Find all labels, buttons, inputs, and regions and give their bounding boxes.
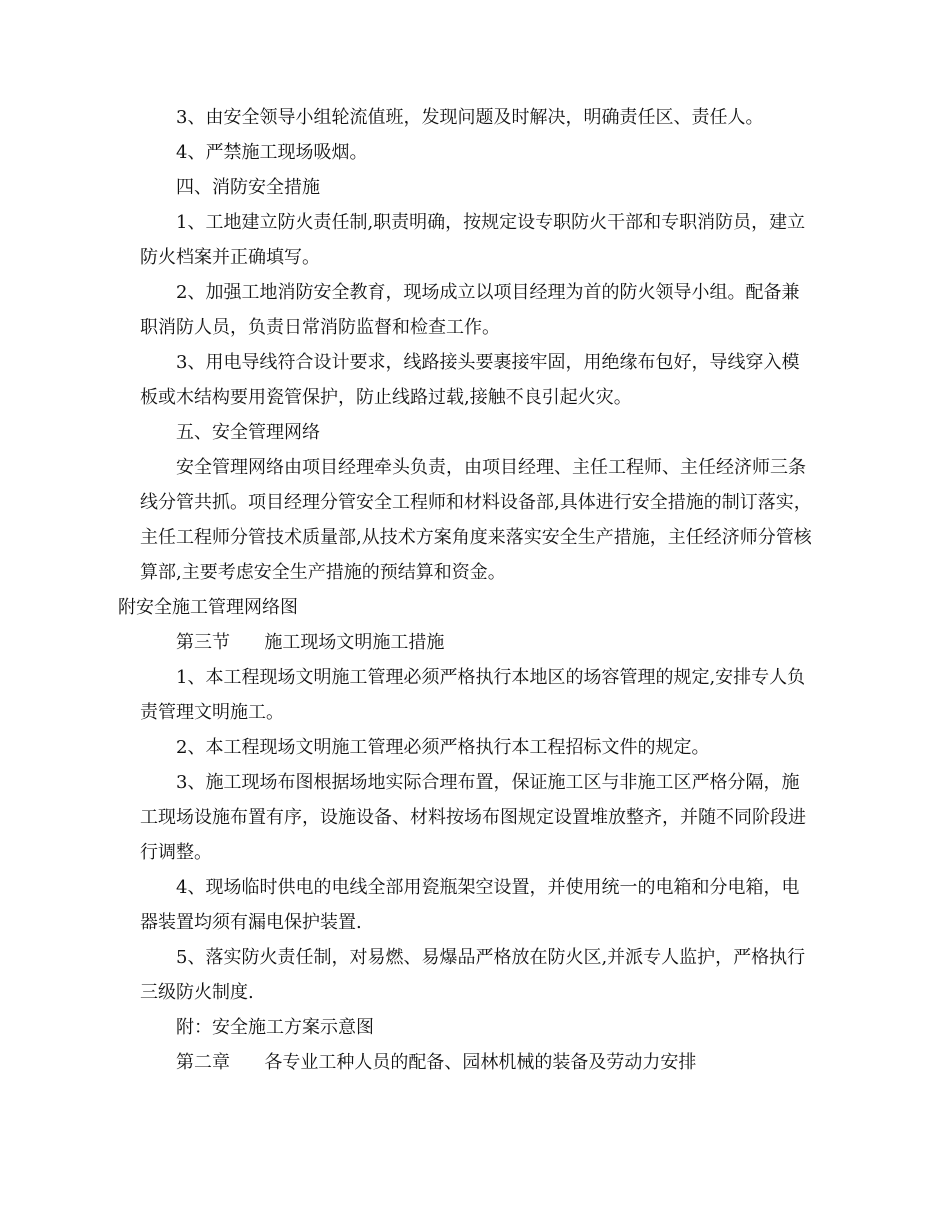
- section-heading-safety-network: 五、安全管理网络: [176, 422, 320, 443]
- document-body: [118, 100, 812, 1080]
- section-heading-civilized-construction: 第三节 施工现场文明施工措施: [176, 632, 445, 653]
- paragraph-fire-education: 2、加强工地消防安全教育，现场成立以项目经理为首的防火领导小组。配备兼职消防人员，负责日常消防监督和检查工作。: [140, 282, 800, 338]
- paragraph-site-management: 1、本工程现场文明施工管理必须严格执行本地区的场容管理的规定,安排专人负责管理文明施工。: [140, 667, 806, 723]
- paragraph-no-smoking: 4、严禁施工现场吸烟。: [176, 142, 368, 163]
- paragraph-tender-rules: 2、本工程现场文明施工管理必须严格执行本工程招标文件的规定。: [176, 737, 710, 758]
- paragraph-safety-network: 安全管理网络由项目经理牵头负责，由项目经理、主任工程师、主任经济师三条线分管共抓。项目经理分管安全工程师和材料设备部,具体进行安全措施的制订落实，主任工程师分管技术质量部,从技术方案角度来落实安全生产措施，主任经济师分管核算部,主要考虑安全生产措施的预结算和资金。: [140, 457, 812, 583]
- paragraph-duty-rotation: 3、由安全领导小组轮流值班，发现问题及时解决，明确责任区、责任人。: [176, 107, 764, 128]
- paragraph-site-layout: 3、施工现场布图根据场地实际合理布置，保证施工区与非施工区严格分隔，施工现场设施布置有序，设施设备、材料按场布图规定设置堆放整齐，并随不同阶段进行调整。: [140, 772, 806, 863]
- chapter-heading-staffing: 第二章 各专业工种人员的配备、园林机械的装备及劳动力安排: [176, 1052, 697, 1073]
- paragraph-network-diagram-note: 附安全施工管理网络图: [118, 597, 298, 618]
- paragraph-temporary-power: 4、现场临时供电的电线全部用瓷瓶架空设置，并使用统一的电箱和分电箱，电器装置均须有漏电保护装置.: [140, 877, 800, 933]
- section-heading-fire-safety: 四、消防安全措施: [176, 177, 320, 198]
- paragraph-fire-responsibility: 1、工地建立防火责任制,职责明确，按规定设专职防火干部和专职消防员，建立防火档案并正确填写。: [140, 212, 806, 268]
- paragraph-safety-plan-note: 附：安全施工方案示意图: [176, 1017, 374, 1038]
- paragraph-fire-responsibility-system: 5、落实防火责任制，对易燃、易爆品严格放在防火区,并派专人监护，严格执行三级防火制度.: [140, 947, 806, 1003]
- paragraph-electrical-wiring: 3、用电导线符合设计要求，线路接头要裹接牢固，用绝缘布包好，导线穿入模板或木结构要用瓷管保护，防止线路过载,接触不良引起火灾。: [140, 352, 800, 408]
